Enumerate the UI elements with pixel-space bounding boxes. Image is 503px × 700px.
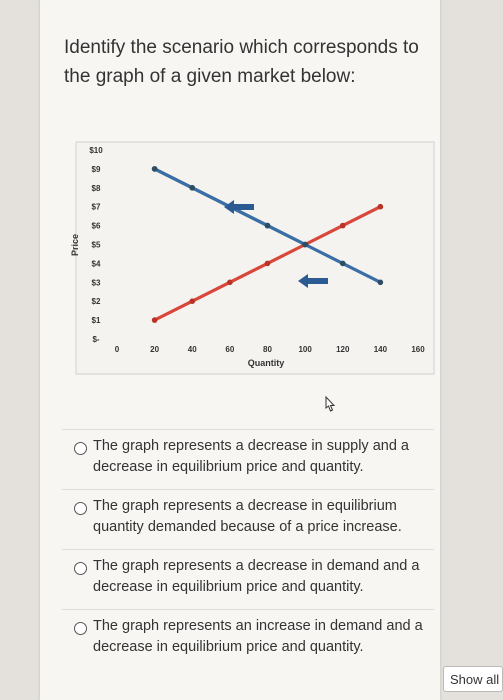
show-all-button[interactable]: Show all (443, 666, 503, 692)
x-tick-label: 60 (225, 345, 235, 354)
x-tick-label: 140 (373, 345, 388, 354)
data-point (265, 261, 271, 267)
x-axis-label: Quantity (247, 358, 285, 368)
question-card (40, 0, 440, 700)
x-tick-label: 80 (263, 345, 272, 354)
y-axis-label: Price (70, 233, 80, 257)
answer-option-4-text: The graph represents an increase in demand and a decrease in equilibrium price and quantity. (93, 618, 423, 655)
data-point (189, 298, 195, 304)
answer-option-1-text: The graph represents a decrease in supply and a decrease in equilibrium price and quantity. (93, 438, 409, 475)
y-tick-label: $5 (91, 240, 101, 250)
y-tick-label: $1 (91, 316, 101, 326)
question-line-1: Identify the scenario which corresponds to (64, 37, 419, 58)
market-chart (40, 130, 440, 380)
data-point (189, 185, 195, 191)
question-line-2: the graph of a given market below: (64, 66, 356, 87)
data-point (340, 223, 346, 229)
x-tick-label: 120 (336, 345, 350, 354)
data-point (378, 280, 384, 286)
pointer-cursor-icon (323, 396, 337, 414)
answer-option-3[interactable] (62, 549, 434, 610)
data-point (378, 204, 384, 210)
x-tick-label: 0 (114, 345, 120, 354)
data-point (265, 223, 271, 229)
y-tick-label: $8 (91, 183, 101, 193)
answer-option-2-text: The graph represents a decrease in equilibrium quantity demanded because of a price increase. (93, 498, 402, 535)
y-tick-label: $10 (89, 146, 103, 155)
answer-option-1[interactable] (62, 429, 434, 490)
y-tick-label: $4 (91, 259, 101, 269)
answer-option-2[interactable] (62, 489, 434, 550)
x-tick-label: 40 (187, 345, 197, 354)
y-tick-label: $3 (91, 278, 101, 288)
answer-option-4[interactable] (62, 609, 434, 670)
x-tick-label: 20 (150, 345, 160, 354)
data-point (152, 317, 158, 323)
y-tick-label: $9 (91, 164, 101, 174)
radio-button-2[interactable] (74, 502, 87, 515)
data-point (302, 242, 308, 248)
data-point (227, 280, 233, 286)
answer-option-3-text: The graph represents a decrease in demand and a decrease in equilibrium price and quantity. (93, 558, 420, 595)
x-tick-label: 100 (298, 345, 312, 354)
x-tick-label: 160 (411, 345, 425, 354)
data-point (152, 166, 158, 172)
radio-button-4[interactable] (74, 622, 87, 635)
chart-frame (76, 142, 434, 374)
y-tick-label: $- (92, 335, 100, 344)
radio-button-1[interactable] (74, 442, 87, 455)
y-tick-label: $7 (91, 202, 101, 212)
y-tick-label: $6 (91, 221, 101, 231)
data-point (340, 261, 346, 267)
question-text (64, 33, 434, 91)
radio-button-3[interactable] (74, 562, 87, 575)
y-tick-label: $2 (91, 297, 101, 307)
